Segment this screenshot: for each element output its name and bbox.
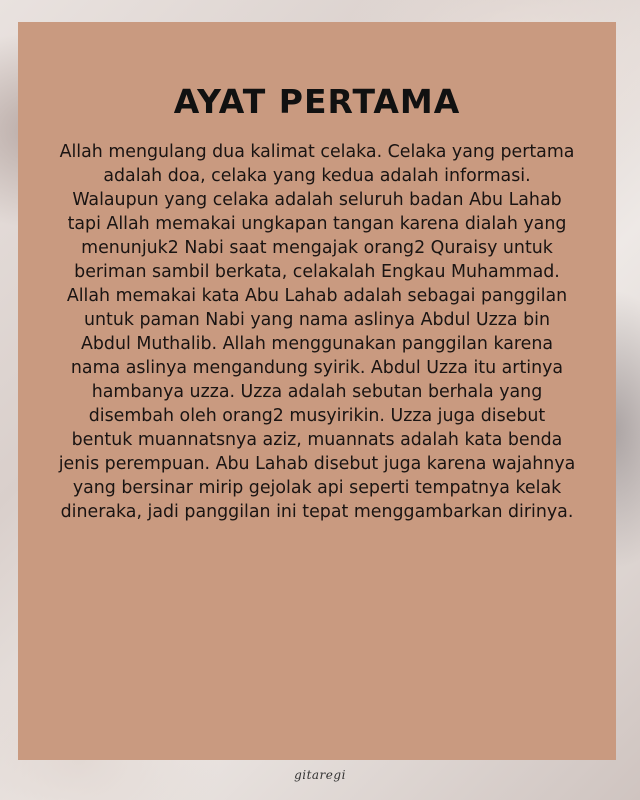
card-body-text: Allah mengulang dua kalimat celaka. Celaka yang pertama adalah doa, celaka yang kedua adalah informasi. Walaupun yang celaka adalah seluruh badan Abu Lahab tapi Allah memakai ungkapan tangan karena dialah yang menunjuk2 Nabi saat mengajak orang2 Quraisy untuk beriman sambil berkata, celakalah Engkau Muhammad. Allah memakai kata Abu Lahab adalah sebagai panggilan untuk paman Nabi yang nama aslinya Abdul Uzza bin Abdul Muthalib. Allah menggunakan panggilan karena nama aslinya mengandung syirik. Abdul Uzza itu artinya hambanya uzza. Uzza adalah sebutan berhala yang disembah oleh orang2 musyirikin. Uzza juga disebut bentuk muannatsnya aziz, muannats adalah kata benda jenis perempuan. Abu Lahab disebut juga karena wajahnya yang bersinar mirip gejolak api seperti tempatnya kelak dineraka, jadi panggilan ini tepat menggambarkan dirinya. [58,142,576,522]
author-signature: gitaregi [294,768,346,782]
content-card [18,22,616,760]
card-title: AYAT PERTAMA [173,82,461,121]
